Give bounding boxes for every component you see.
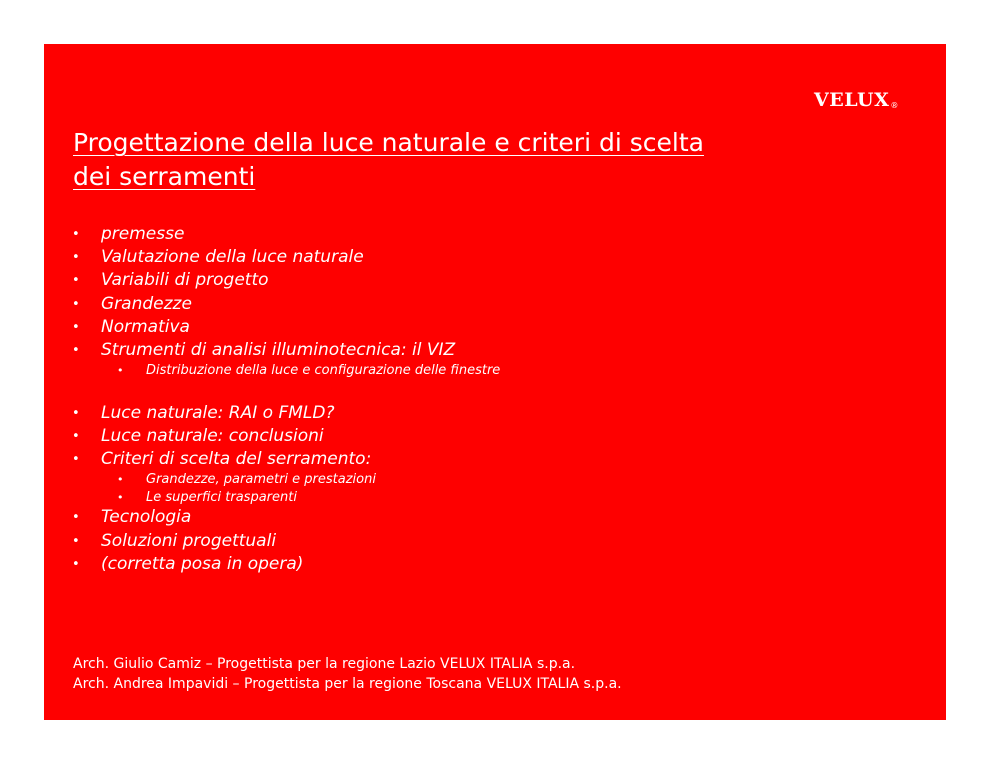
list-item: [70, 425, 500, 448]
bullet-icon: •: [72, 510, 80, 526]
sub-list-item: [70, 471, 500, 489]
list-item: [70, 316, 500, 339]
list-item-text: Strumenti di analisi illuminotecnica: il VIZ: [101, 340, 456, 361]
bullet-icon: •: [117, 364, 124, 378]
bullet-icon: •: [72, 452, 80, 468]
logo-text: VELUX: [814, 89, 890, 111]
list-item: [70, 402, 500, 425]
title-line-1: Progettazione della luce naturale e criteri di scelta: [73, 128, 704, 157]
sub-list-item: [70, 489, 500, 507]
bullet-icon: •: [72, 556, 80, 572]
list-item: [70, 293, 500, 316]
list-item: [70, 269, 500, 292]
list-item-text: Variabili di progetto: [101, 270, 269, 291]
list-item-text: premesse: [101, 224, 185, 244]
list-item-text: Le superfici trasparenti: [146, 489, 297, 505]
list-item-text: (corretta posa in opera): [101, 553, 304, 574]
list-item: [70, 339, 500, 362]
bullet-icon: •: [72, 319, 80, 335]
authors-block: [73, 654, 622, 694]
list-item-text: Criteri di scelta del serramento:: [101, 449, 372, 470]
velux-logo: [814, 90, 899, 110]
list-item-text: Grandezze: [101, 293, 192, 314]
bullet-icon: •: [117, 490, 124, 504]
bullet-icon: •: [72, 250, 80, 266]
title-line-2: dei serramenti: [73, 162, 256, 191]
list-item: [70, 530, 500, 553]
list-item-text: Soluzioni progettuali: [101, 530, 277, 551]
bullet-icon: •: [72, 343, 80, 359]
list-item: [70, 506, 500, 529]
bullet-icon: •: [72, 428, 80, 444]
bullet-icon: •: [72, 273, 80, 289]
list-item-text: Luce naturale: conclusioni: [101, 425, 324, 446]
bullet-icon: •: [72, 227, 80, 242]
bullet-icon: •: [117, 473, 124, 487]
author-line-2: Arch. Andrea Impavidi – Progettista per la regione Toscana VELUX ITALIA s.p.a.: [73, 676, 622, 692]
bullet-icon: •: [72, 533, 80, 549]
list-item: [70, 553, 500, 576]
page-title: [73, 126, 853, 194]
author-line-1: Arch. Giulio Camiz – Progettista per la regione Lazio VELUX ITALIA s.p.a.: [73, 656, 576, 672]
bullet-icon: •: [72, 405, 80, 421]
list-item: [70, 246, 500, 269]
list-item: [70, 223, 500, 246]
registered-mark: ®: [890, 101, 899, 110]
list-item-text: Luce naturale: RAI o FMLD?: [101, 402, 335, 423]
list-item: [70, 448, 500, 471]
topic-list: [70, 223, 500, 576]
list-item-text: Grandezze, parametri e prestazioni: [146, 472, 376, 488]
list-item-text: Normativa: [101, 316, 190, 337]
list-item-text: Tecnologia: [101, 507, 192, 528]
list-item-text: Distribuzione della luce e configurazione delle finestre: [146, 363, 501, 379]
sub-list-item: [70, 362, 500, 380]
bullet-icon: •: [72, 296, 80, 312]
list-item-text: Valutazione della luce naturale: [101, 247, 364, 268]
